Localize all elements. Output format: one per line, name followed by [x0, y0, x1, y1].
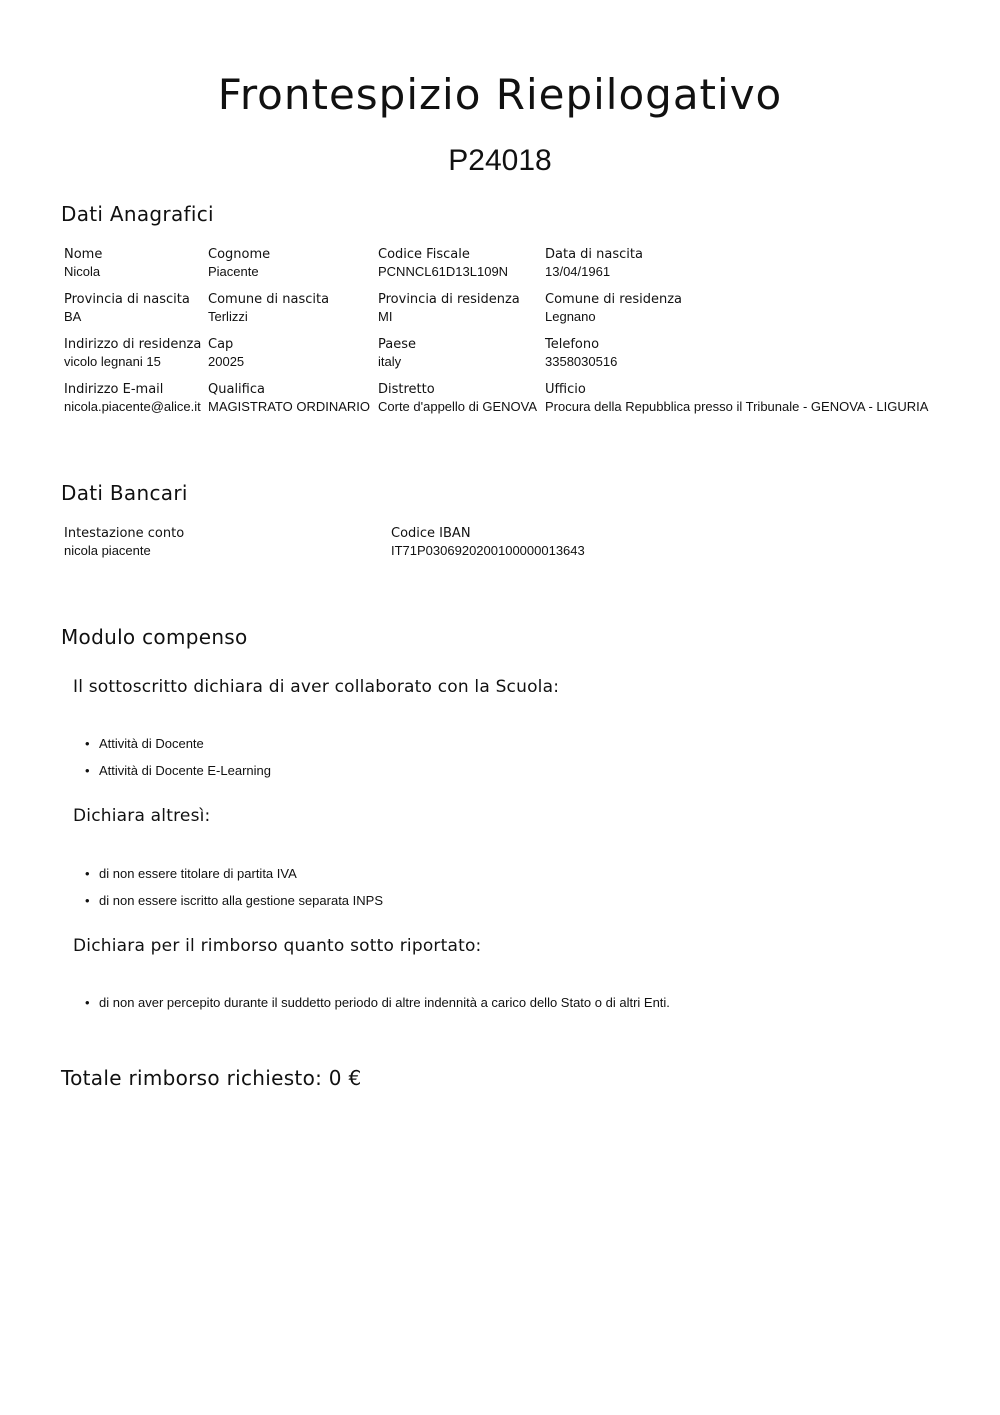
list-item	[0, 735, 271, 752]
field-label: Intestazione conto	[64, 526, 185, 541]
field-intestazione-conto	[64, 525, 184, 559]
field-value: MI	[378, 309, 393, 324]
bullet-icon: •	[85, 736, 90, 751]
field-value: Piacente	[208, 264, 259, 279]
bullet-icon: •	[85, 866, 90, 881]
document-code: P24018	[448, 144, 552, 177]
subheading-rimborso: Dichiara per il rimborso quanto sotto riportato:	[73, 936, 482, 956]
field-provincia-nascita	[64, 291, 190, 325]
field-label: Nome	[64, 247, 103, 262]
list-item	[0, 762, 271, 779]
field-value: 3358030516	[545, 354, 618, 369]
field-value: 20025	[208, 354, 245, 369]
field-label: Cognome	[208, 247, 271, 262]
field-value: IT71P0306920200100000013643	[391, 543, 585, 558]
field-value: nicola.piacente@alice.it	[64, 399, 201, 414]
field-telefono	[545, 336, 617, 370]
list-item	[0, 865, 383, 882]
field-data-nascita	[545, 246, 643, 280]
field-email	[64, 381, 201, 415]
bullet-icon: •	[85, 893, 90, 908]
section-heading-anagrafici: Dati Anagrafici	[61, 202, 214, 226]
field-value: Nicola	[64, 264, 101, 279]
field-value: Corte d'appello di GENOVA	[378, 399, 538, 414]
field-label: Indirizzo E-mail	[64, 382, 164, 397]
field-label: Comune di nascita	[208, 292, 330, 307]
field-value: Procura della Repubblica presso il Tribunale - GENOVA - LIGURIA	[545, 399, 929, 414]
list-item	[0, 994, 670, 1011]
field-distretto	[378, 381, 537, 415]
bullet-icon: •	[85, 763, 90, 778]
totale-rimborso: Totale rimborso richiesto: 0 €	[61, 1066, 362, 1090]
field-comune-nascita	[208, 291, 329, 325]
section-heading-bancari: Dati Bancari	[61, 481, 188, 505]
list-item-text: Attività di Docente E-Learning	[99, 763, 271, 778]
field-label: Data di nascita	[545, 247, 643, 262]
field-indirizzo-residenza	[64, 336, 201, 370]
field-label: Qualifica	[208, 382, 265, 397]
field-value: nicola piacente	[64, 543, 151, 558]
field-value: Legnano	[545, 309, 596, 324]
list-item-text: di non essere iscritto alla gestione separata INPS	[99, 893, 383, 908]
field-cap	[208, 336, 244, 370]
collaborazione-list	[0, 735, 271, 789]
field-label: Ufficio	[545, 382, 586, 397]
field-codice-fiscale	[378, 246, 508, 280]
field-label: Comune di residenza	[545, 292, 683, 307]
rimborso-list	[0, 994, 670, 1021]
field-nome	[64, 246, 102, 280]
list-item-text: Attività di Docente	[99, 736, 204, 751]
field-comune-residenza	[545, 291, 682, 325]
altresi-list	[0, 865, 383, 919]
subheading-collaborazione: Il sottoscritto dichiara di aver collaborato con la Scuola:	[73, 677, 560, 697]
field-cognome	[208, 246, 270, 280]
field-value: BA	[64, 309, 82, 324]
field-label: Codice Fiscale	[378, 247, 470, 262]
document-title: Frontespizio Riepilogativo	[217, 70, 783, 119]
field-label: Provincia di nascita	[64, 292, 190, 307]
bullet-icon: •	[85, 995, 90, 1010]
field-label: Cap	[208, 337, 234, 352]
field-label: Provincia di residenza	[378, 292, 520, 307]
field-provincia-residenza	[378, 291, 520, 325]
section-heading-compenso: Modulo compenso	[61, 625, 248, 649]
list-item-text: di non essere titolare di partita IVA	[99, 866, 297, 881]
list-item	[0, 892, 383, 909]
field-paese	[378, 336, 416, 370]
field-label: Codice IBAN	[391, 526, 471, 541]
field-value: Terlizzi	[208, 309, 248, 324]
field-value: vicolo legnani 15	[64, 354, 161, 369]
field-value: italy	[378, 354, 402, 369]
field-qualifica	[208, 381, 370, 415]
field-ufficio	[545, 381, 928, 415]
field-label: Indirizzo di residenza	[64, 337, 202, 352]
field-value: MAGISTRATO ORDINARIO	[208, 399, 371, 414]
field-label: Paese	[378, 337, 416, 352]
field-label: Distretto	[378, 382, 435, 397]
field-codice-iban	[391, 525, 585, 559]
subheading-altresi: Dichiara altresì:	[73, 806, 211, 826]
field-value: 13/04/1961	[545, 264, 611, 279]
list-item-text: di non aver percepito durante il suddetto periodo di altre indennità a carico dello Stato o di altri Enti.	[99, 995, 670, 1010]
field-value: PCNNCL61D13L109N	[378, 264, 509, 279]
field-label: Telefono	[545, 337, 600, 352]
